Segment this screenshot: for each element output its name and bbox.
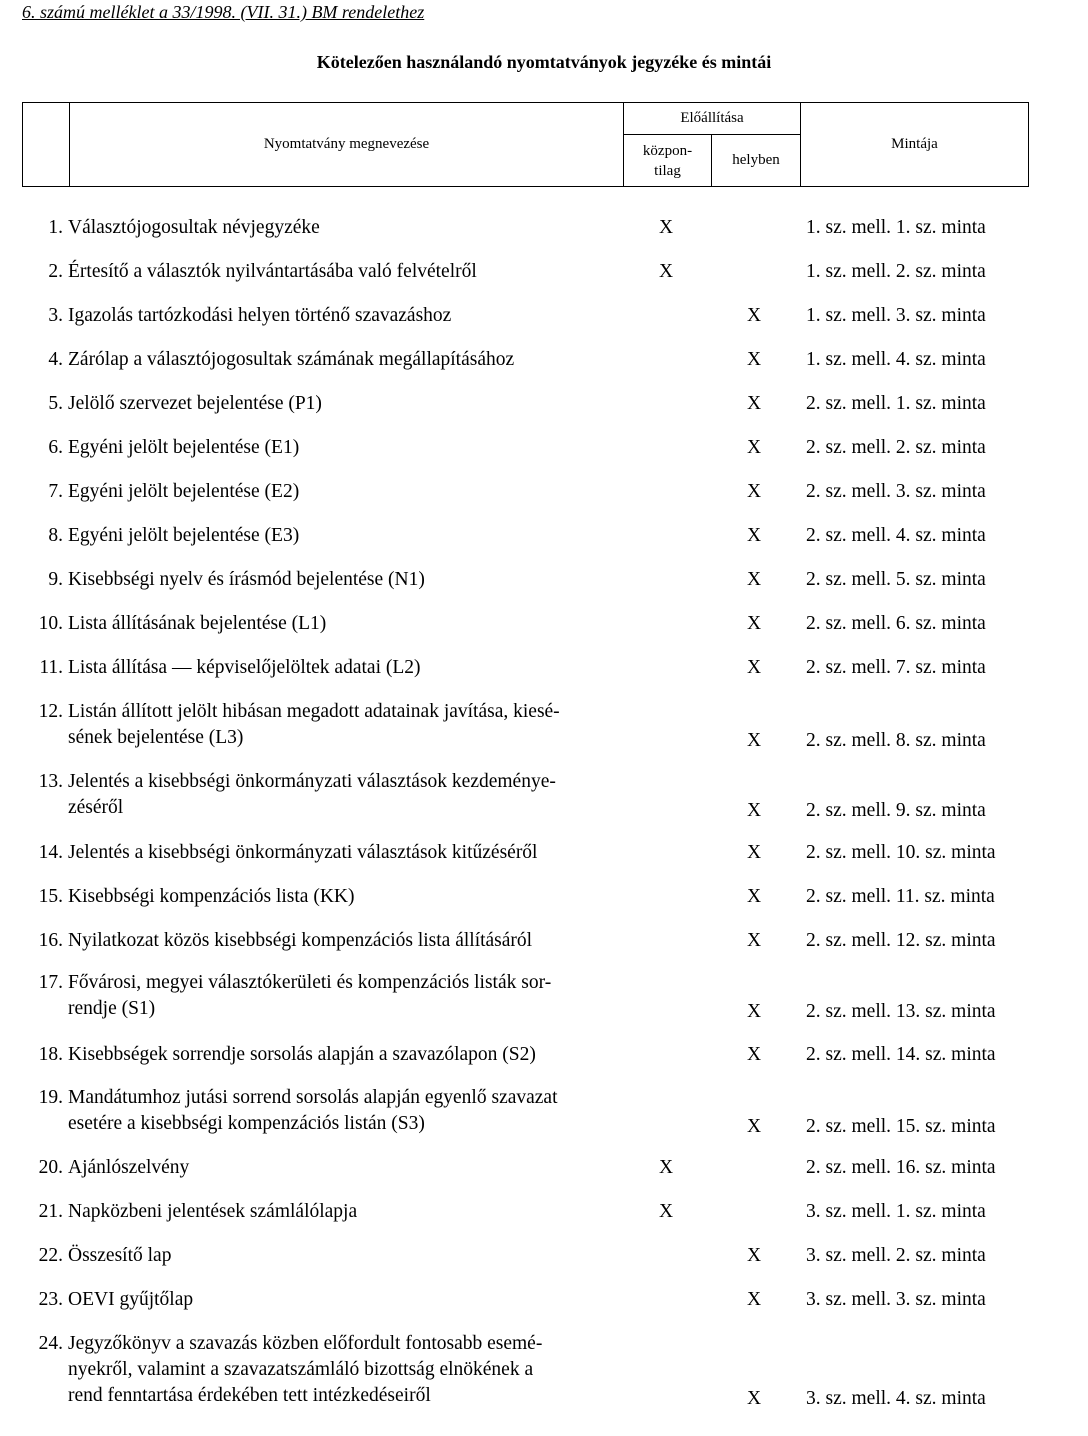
row-number: 6. [48,437,63,458]
form-name-line: rendje (S1) [68,998,156,1019]
row-number: 5. [48,393,63,414]
central-header-line2: tilag [654,162,681,179]
central-mark: X [658,217,674,238]
row-number: 7. [48,481,63,502]
central-header-line1: közpon- [642,142,693,159]
page-title: Kötelezően használandó nyomtatványok jegyzéke és mintái [316,52,772,72]
local-mark: X [746,800,762,821]
sample-reference: 3. sz. mell. 1. sz. minta [806,1201,986,1222]
form-name [68,928,620,954]
production-column-header: Előállítása [624,103,801,135]
form-name-line: Jelentés a kisebbségi önkormányzati választások kezdeménye- [68,771,556,792]
sample-reference: 2. sz. mell. 9. sz. minta [806,800,986,821]
sample-reference: 1. sz. mell. 1. sz. minta [806,217,986,238]
sample-reference: 2. sz. mell. 4. sz. minta [806,525,986,546]
row-number: 13. [38,771,63,792]
local-mark: X [746,481,762,502]
row-number: 19. [38,1087,63,1108]
form-name-line: Összesítő lap [68,1245,172,1266]
form-name-line: Lista állításának bejelentése (L1) [68,613,327,634]
form-name-line: Jelölő szervezet bejelentése (P1) [68,393,322,414]
form-name-line: Egyéni jelölt bejelentése (E3) [68,525,300,546]
form-name-line: rend fenntartása érdekében tett intézkedéseiről [68,1385,431,1406]
form-name-line: esetére a kisebbségi kompenzációs listán (S3) [68,1113,425,1134]
row-number: 8. [48,525,63,546]
central-mark: X [658,1201,674,1222]
form-name-line: nyekről, valamint a szavazatszámláló bizottság elnökének a [68,1359,534,1380]
form-name [68,970,620,1022]
form-name-line: Zárólap a választójogosultak számának megállapításához [68,349,515,370]
row-number: 2. [48,261,63,282]
form-name [68,391,620,417]
sample-reference: 3. sz. mell. 4. sz. minta [806,1388,986,1409]
sample-reference: 2. sz. mell. 5. sz. minta [806,569,986,590]
local-column-header: helyben [712,135,801,187]
form-name-line: Egyéni jelölt bejelentése (E2) [68,481,300,502]
sample-reference: 2. sz. mell. 3. sz. minta [806,481,986,502]
local-mark: X [746,525,762,546]
local-mark: X [746,886,762,907]
sample-reference: 2. sz. mell. 12. sz. minta [806,930,996,951]
form-name-line: sének bejelentése (L3) [68,727,244,748]
central-mark: X [658,1157,674,1178]
sample-column-header: Mintája [801,103,1029,187]
form-name [68,303,620,329]
sample-reference: 2. sz. mell. 2. sz. minta [806,437,986,458]
row-number: 21. [38,1201,63,1222]
annex-reference: 6. számú melléklet a 33/1998. (VII. 31.) BM rendelethez [22,2,425,22]
central-mark: X [658,261,674,282]
sample-reference: 3. sz. mell. 2. sz. minta [806,1245,986,1266]
local-mark: X [746,657,762,678]
form-name [68,1287,620,1313]
sample-reference: 2. sz. mell. 16. sz. minta [806,1157,996,1178]
local-mark: X [746,569,762,590]
sample-reference: 2. sz. mell. 10. sz. minta [806,842,996,863]
row-number: 23. [38,1289,63,1310]
form-name [68,347,620,373]
form-name-line: Lista állítása — képviselőjelöltek adatai (L2) [68,657,421,678]
form-name [68,435,620,461]
row-number: 14. [38,842,63,863]
row-number: 16. [38,930,63,951]
local-mark: X [746,349,762,370]
row-number: 4. [48,349,63,370]
sample-reference: 2. sz. mell. 11. sz. minta [806,886,995,907]
form-name [68,479,620,505]
form-name [68,1199,620,1225]
form-name-line: Választójogosultak névjegyzéke [68,217,320,238]
form-name [68,840,620,866]
local-mark: X [746,1116,762,1137]
form-name [68,884,620,910]
sample-reference: 1. sz. mell. 3. sz. minta [806,305,986,326]
sample-reference: 2. sz. mell. 6. sz. minta [806,613,986,634]
form-name [68,523,620,549]
local-mark: X [746,1388,762,1409]
form-name-line: OEVI gyűjtőlap [68,1289,194,1310]
local-mark: X [746,305,762,326]
form-name-line: Napközbeni jelentések számlálólapja [68,1201,358,1222]
form-name-line: Fővárosi, megyei választókerületi és kompenzációs listák sor- [68,972,552,993]
form-name-line: Ajánlószelvény [68,1157,190,1178]
row-number: 17. [38,972,63,993]
form-name-line: Kisebbségi nyelv és írásmód bejelentése (N1) [68,569,425,590]
form-name-line: Egyéni jelölt bejelentése (E1) [68,437,300,458]
sample-reference: 2. sz. mell. 14. sz. minta [806,1044,996,1065]
row-number: 11. [39,657,63,678]
row-number: 22. [38,1245,63,1266]
sample-reference: 1. sz. mell. 4. sz. minta [806,349,986,370]
row-number: 3. [48,305,63,326]
form-name-line: Listán állított jelölt hibásan megadott adatainak javítása, kiesé- [68,701,560,722]
form-name [68,259,620,285]
local-mark: X [746,1001,762,1022]
form-name [68,1243,620,1269]
form-name [68,1085,620,1137]
form-name [68,215,620,241]
row-number: 9. [48,569,63,590]
local-mark: X [746,1245,762,1266]
form-name [68,567,620,593]
form-name-line: Nyilatkozat közös kisebbségi kompenzációs lista állításáról [68,930,533,951]
name-column-header: Nyomtatvány megnevezése [70,103,624,187]
form-name [68,1155,620,1181]
row-number: 18. [38,1044,63,1065]
form-name-line: Mandátumhoz jutási sorrend sorsolás alapján egyenlő szavazat [68,1087,558,1108]
form-name-line: Igazolás tartózkodási helyen történő szavazáshoz [68,305,452,326]
local-mark: X [746,393,762,414]
row-number: 10. [38,613,63,634]
sample-reference: 2. sz. mell. 15. sz. minta [806,1116,996,1137]
local-mark: X [746,930,762,951]
form-name [68,699,620,751]
form-name-line: Értesítő a választók nyilvántartásába való felvételről [68,261,477,282]
local-mark: X [746,1044,762,1065]
sample-reference: 3. sz. mell. 3. sz. minta [806,1289,986,1310]
form-name-line: Kisebbségi kompenzációs lista (KK) [68,886,355,907]
row-number: 20. [38,1157,63,1178]
form-name [68,769,620,821]
form-name-line: Kisebbségek sorrendje sorsolás alapján a szavazólapon (S2) [68,1044,536,1065]
local-mark: X [746,437,762,458]
form-name-line: Jelentés a kisebbségi önkormányzati választások kitűzéséről [68,842,538,863]
local-mark: X [746,730,762,751]
sample-reference: 2. sz. mell. 13. sz. minta [806,1001,996,1022]
row-number: 15. [38,886,63,907]
form-name-line: Jegyzőkönyv a szavazás közben előfordult fontosabb esemé- [68,1333,543,1354]
form-name [68,655,620,681]
sample-reference: 2. sz. mell. 8. sz. minta [806,730,986,751]
form-name [68,611,620,637]
sample-reference: 2. sz. mell. 7. sz. minta [806,657,986,678]
row-number: 24. [38,1333,63,1354]
form-name [68,1042,620,1068]
local-mark: X [746,842,762,863]
row-number: 1. [48,217,63,238]
form-name [68,1331,620,1409]
row-number: 12. [38,701,63,722]
local-mark: X [746,1289,762,1310]
sample-reference: 2. sz. mell. 1. sz. minta [806,393,986,414]
local-mark: X [746,613,762,634]
sample-reference: 1. sz. mell. 2. sz. minta [806,261,986,282]
form-name-line: zéséről [68,797,124,818]
